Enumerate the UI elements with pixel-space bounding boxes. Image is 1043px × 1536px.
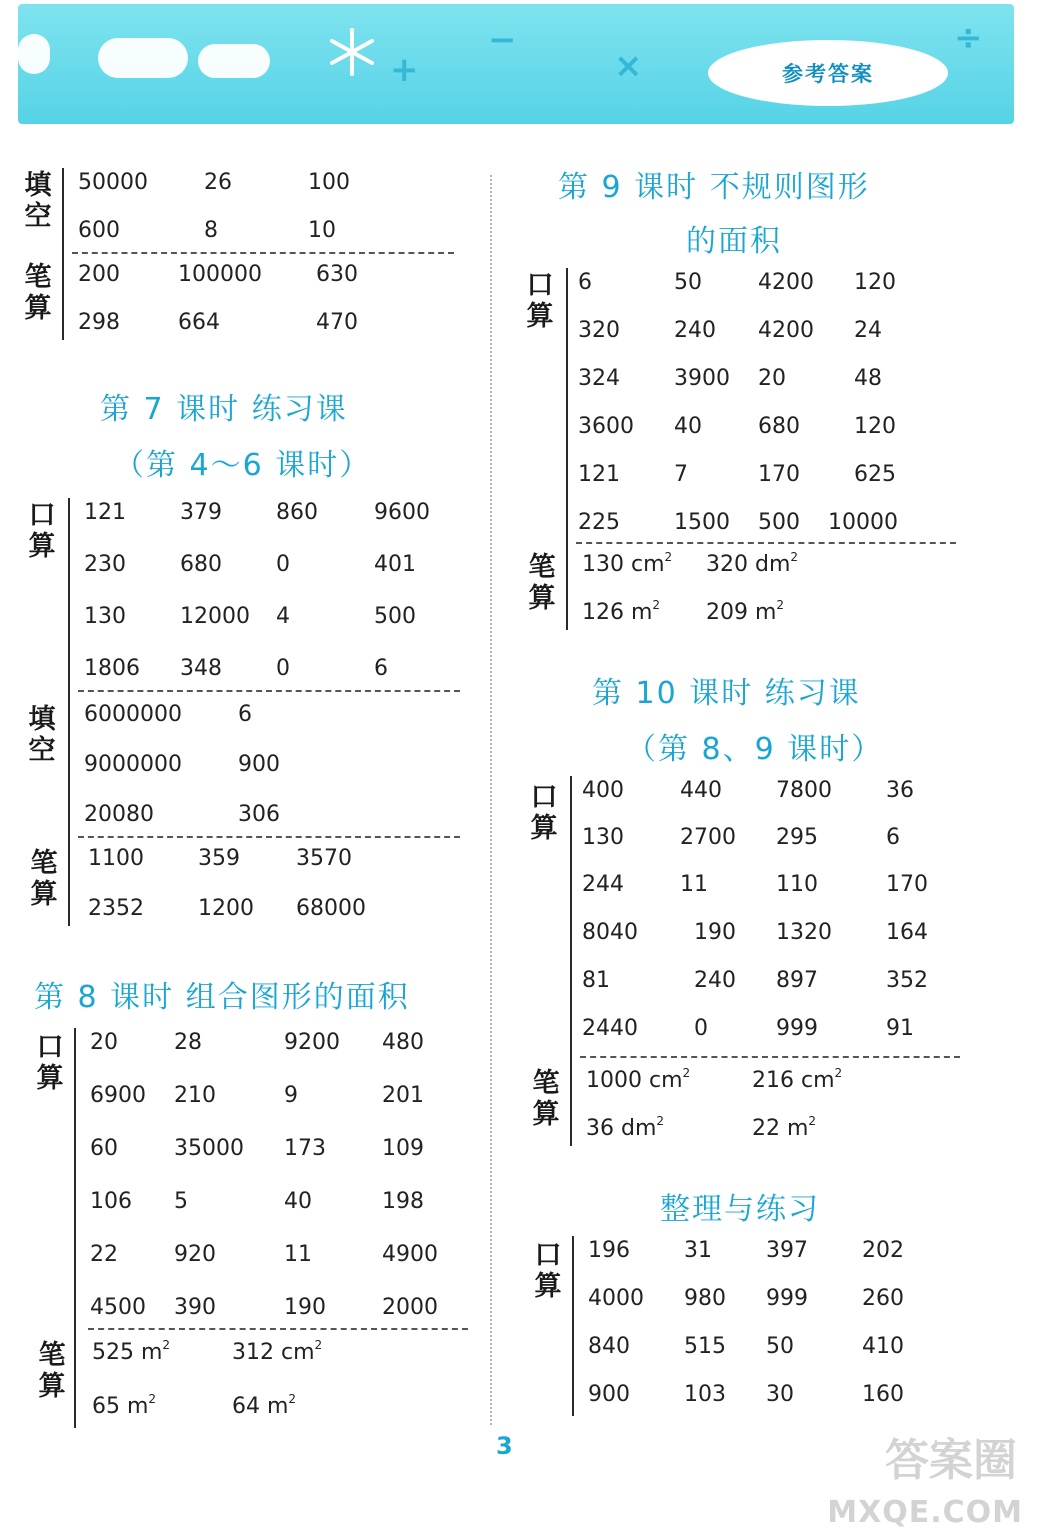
lesson7-subtitle: （第 4～6 课时） [114, 448, 372, 483]
cloud-icon [18, 34, 50, 74]
section-label-kousuan: 口 算 [526, 270, 554, 332]
lesson8-title: 第 8 课时 组合图形的面积 [34, 980, 410, 1015]
answer-badge-label: 参考答案 [782, 62, 874, 86]
section-label-kousuan: 口 算 [28, 500, 56, 562]
answer-badge [708, 40, 948, 106]
lesson10-answers: 口 算 400 440 7800 36 130 2700 295 6 244 11 110 170 8040 190 1320 164 81 240 897 352 2440 0 999 91 笔 算 1000 $cm^2$ 216 $cm^2$ 36 $dm^2$ 22 $m^2$ [526, 776, 966, 1146]
watermark-logo: 答案圈 [885, 1435, 1017, 1486]
section-label-kousuan: 口 算 [36, 1032, 64, 1094]
cloud-icon [198, 44, 270, 78]
section-label-tiankong: 填 空 [28, 704, 56, 766]
section-label-bisuan: 笔 算 [24, 262, 52, 324]
section-label-kousuan: 口 算 [530, 782, 558, 844]
watermark-url: MXQE.COM [827, 1495, 1023, 1530]
lesson10-title: 第 10 课时 练习课 [592, 676, 861, 711]
lesson8-answers: 口 算 20 28 9200 480 6900 210 9 201 60 35000 173 109 106 5 40 198 22 920 11 4900 4500 390 190 2000 笔 算 525 $m^2$ 312 $cm^2$ 65 $m^2$ 64 $m^2$ [32, 1028, 472, 1428]
header-banner [18, 4, 1014, 124]
plus-icon: + [390, 50, 419, 90]
review-answers: 口 算 196 31 397 202 4000 980 999 260 840 515 50 410 900 103 30 160 [530, 1236, 970, 1416]
review-title: 整理与练习 [660, 1192, 820, 1227]
page-number: 3 [496, 1432, 513, 1460]
section-label-bisuan: 笔 算 [30, 848, 58, 910]
snowflake-icon [326, 26, 378, 78]
cloud-icon [98, 38, 188, 78]
lesson10-subtitle: （第 8、9 课时） [626, 732, 884, 767]
section-label-bisuan: 笔 算 [528, 552, 556, 614]
top-answer-block: 填 空 50000 26 100 600 8 10 笔 算 200 100000 630 298 664 470 [20, 168, 460, 340]
column-divider [490, 175, 492, 1425]
lesson7-title: 第 7 课时 练习课 [100, 392, 348, 427]
divide-icon: ÷ [954, 18, 983, 58]
section-label-bisuan: 笔 算 [532, 1068, 560, 1130]
minus-icon: − [488, 20, 517, 60]
section-label-tiankong: 填 空 [24, 170, 52, 232]
lesson9-title-line2: 的面积 [686, 224, 782, 259]
lesson7-answers: 口 算 121 379 860 9600 230 680 0 401 130 12000 4 500 1806 348 0 6 填 空 6000000 6 9000000 900 20080 306 笔 算 1100 359 3570 2352 1200 68000 [24, 498, 464, 926]
section-label-kousuan: 口 算 [534, 1240, 562, 1302]
lesson9-answers: 口 算 6 50 4200 120 320 240 4200 24 324 3900 20 48 3600 40 680 120 121 7 170 625 225 1500 500 10000 笔 算 130 $cm^2$ 320 $dm^2$ 126 $m^2$ 209 $m^2$ [522, 268, 962, 630]
times-icon: × [614, 46, 643, 86]
section-label-bisuan: 笔 算 [38, 1340, 66, 1402]
lesson9-title: 第 9 课时 不规则图形 [558, 170, 870, 205]
